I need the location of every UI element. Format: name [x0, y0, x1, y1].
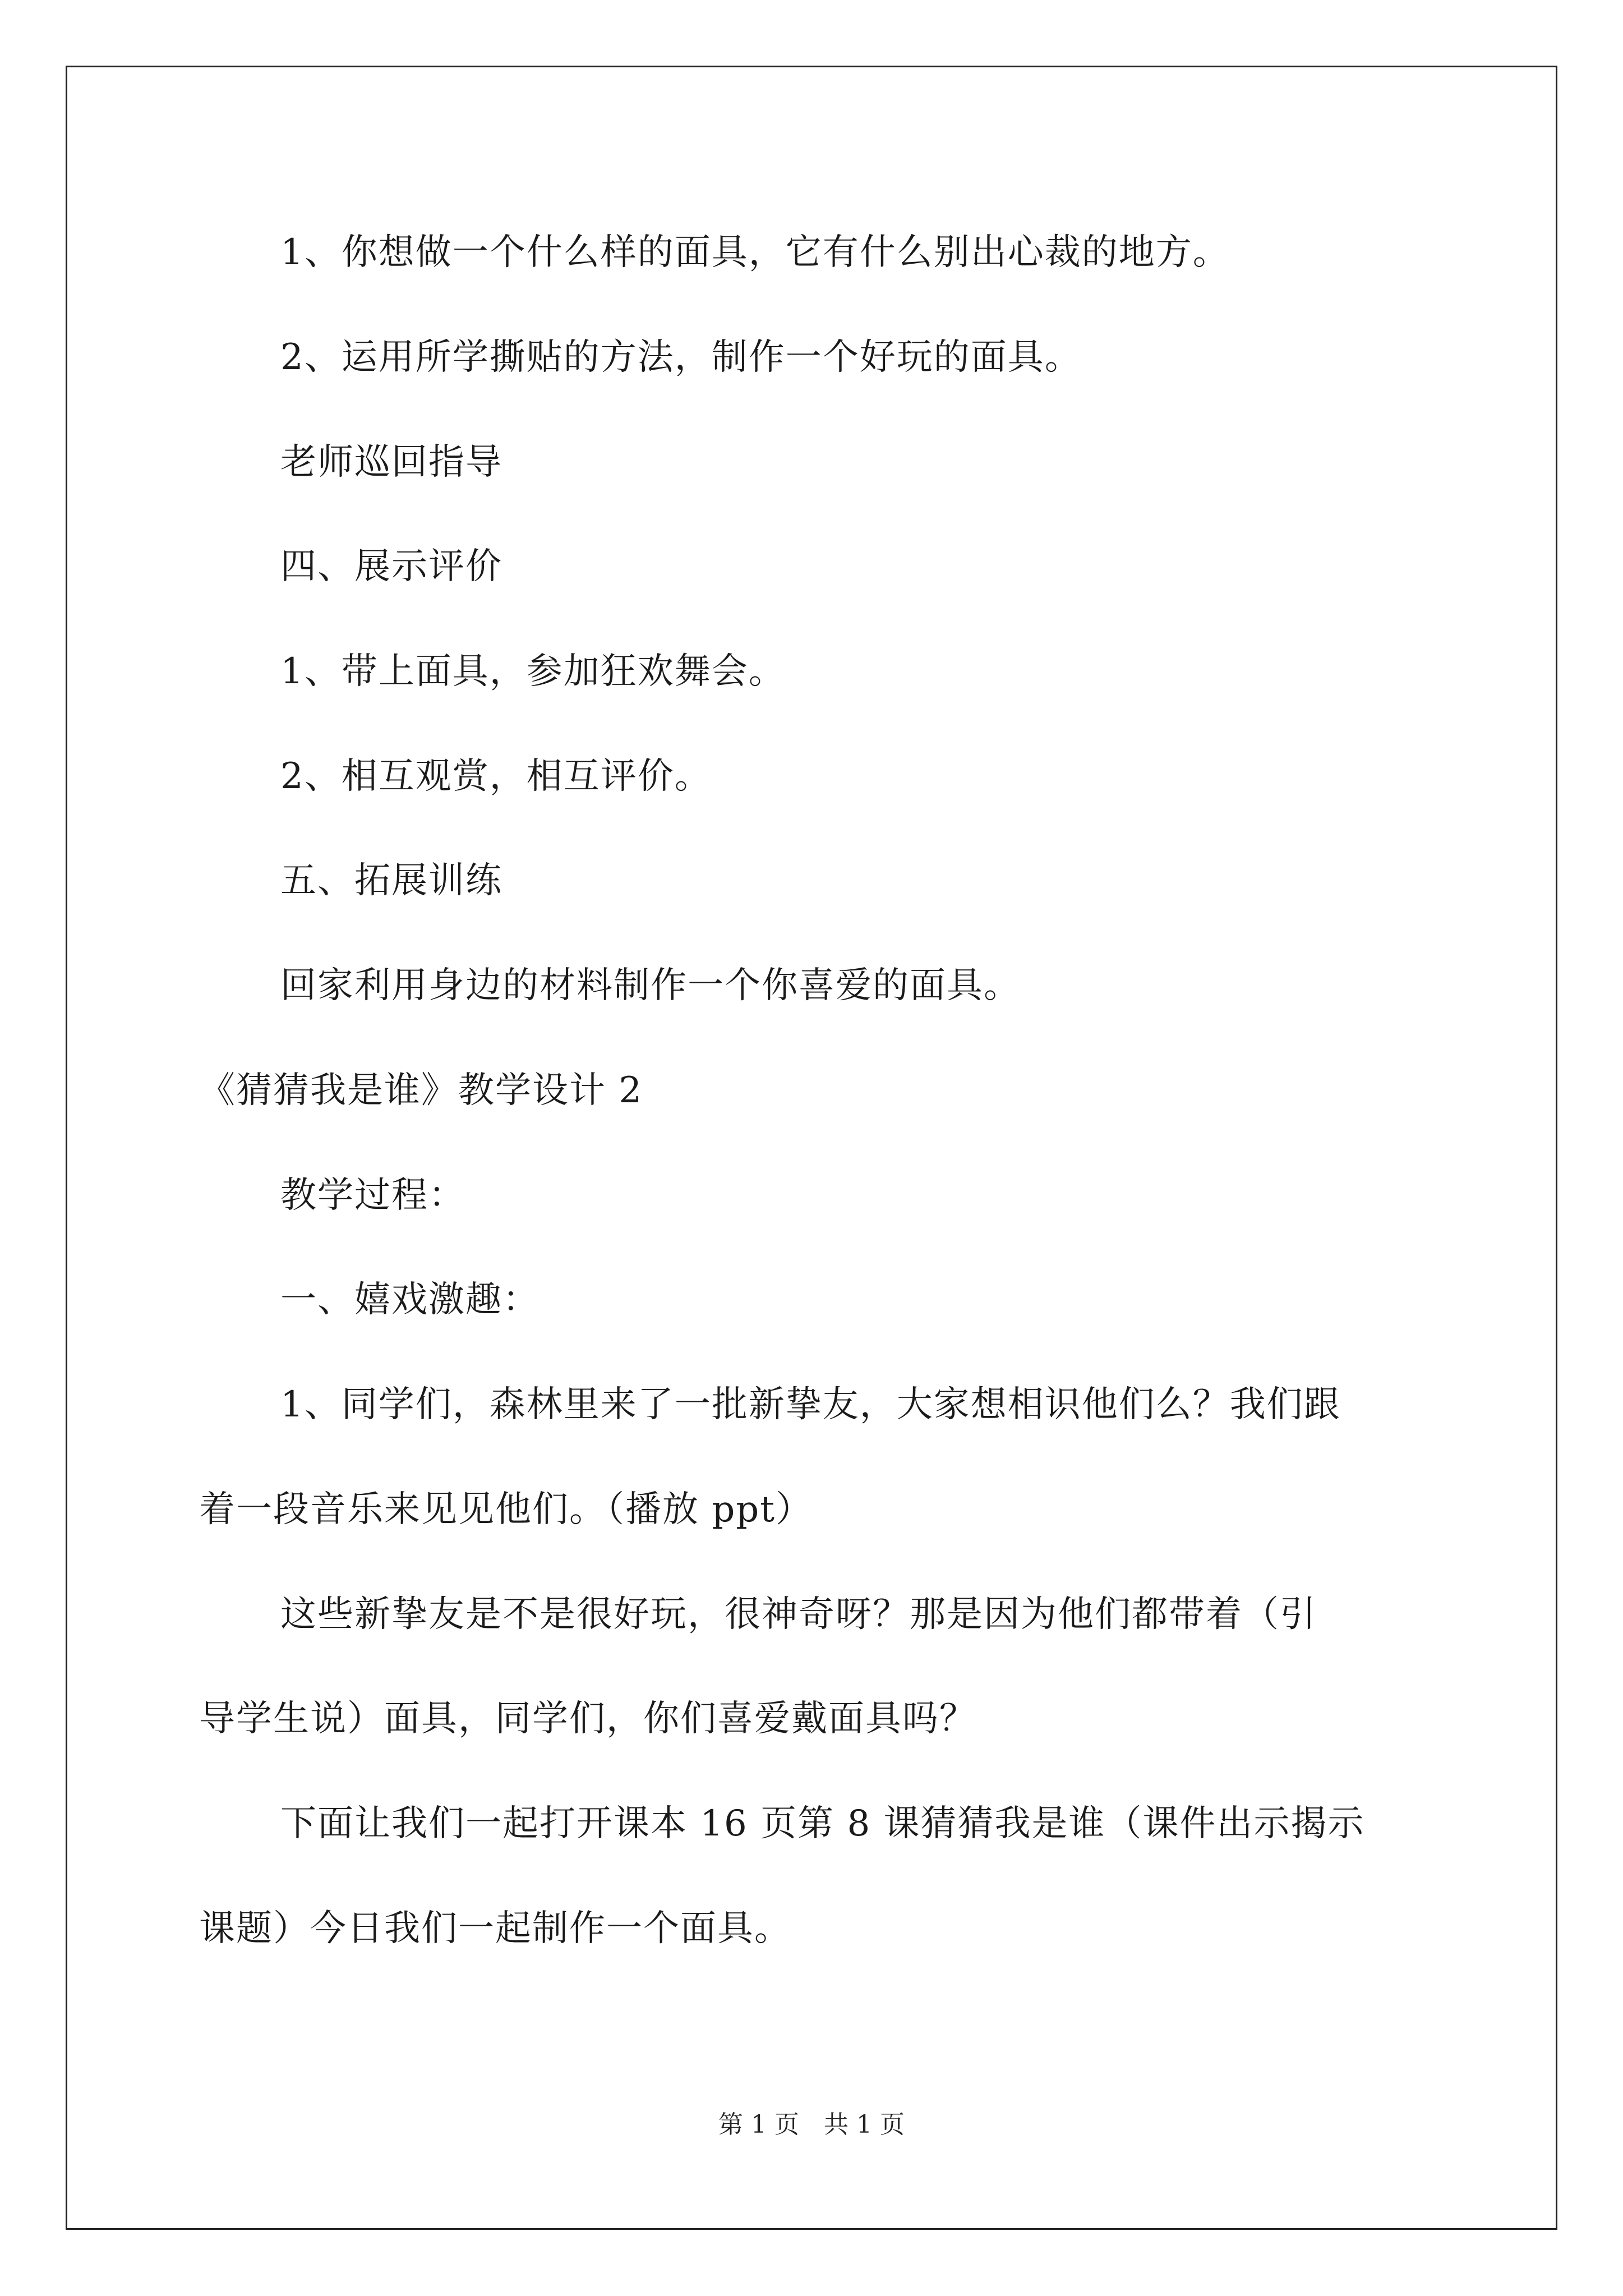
- paragraph-mutual-evaluation: 2、相互观赏，相互评价。: [280, 756, 712, 797]
- paragraph-open-textbook-line2: 课题）今日我们一起制作一个面具。: [199, 1908, 791, 1949]
- section-heading-teaching-process: 教学过程：: [280, 1175, 465, 1216]
- document-title: 《猜猜我是谁》教学设计 2: [199, 1070, 643, 1111]
- paragraph-open-textbook-line1: 下面让我们一起打开课本 16 页第 8 课猜猜我是谁（课件出示揭示: [280, 1803, 1365, 1844]
- paragraph-new-friends-line2: 着一段音乐来见见他们。（播放 ppt）: [199, 1489, 813, 1530]
- paragraph-make-mask: 2、运用所学撕贴的方法，制作一个好玩的面具。: [280, 337, 1082, 378]
- paragraph-new-friends-line1: 1、同学们，森林里来了一批新挚友，大家想相识他们么？我们跟: [280, 1384, 1341, 1425]
- paragraph-mask-dance: 1、带上面具，参加狂欢舞会。: [280, 651, 786, 692]
- paragraph-design-question: 1、你想做一个什么样的面具，它有什么别出心裁的地方。: [280, 232, 1230, 273]
- paragraph-teacher-guidance: 老师巡回指导: [280, 441, 502, 483]
- section-heading-display-evaluation: 四、展示评价: [280, 546, 502, 587]
- page-number-footer: 第 1 页 共 1 页: [718, 2110, 905, 2139]
- paragraph-fun-friends-line1: 这些新挚友是不是很好玩，很神奇呀？那是因为他们都带着（引: [280, 1594, 1317, 1635]
- section-heading-game-interest: 一、嬉戏激趣：: [280, 1279, 540, 1320]
- paragraph-homework: 回家利用身边的材料制作一个你喜爱的面具。: [280, 965, 1021, 1006]
- page-border: [66, 66, 1557, 2230]
- paragraph-fun-friends-line2: 导学生说）面具，同学们，你们喜爱戴面具吗？: [199, 1698, 976, 1740]
- section-heading-extension-training: 五、拓展训练: [280, 860, 502, 901]
